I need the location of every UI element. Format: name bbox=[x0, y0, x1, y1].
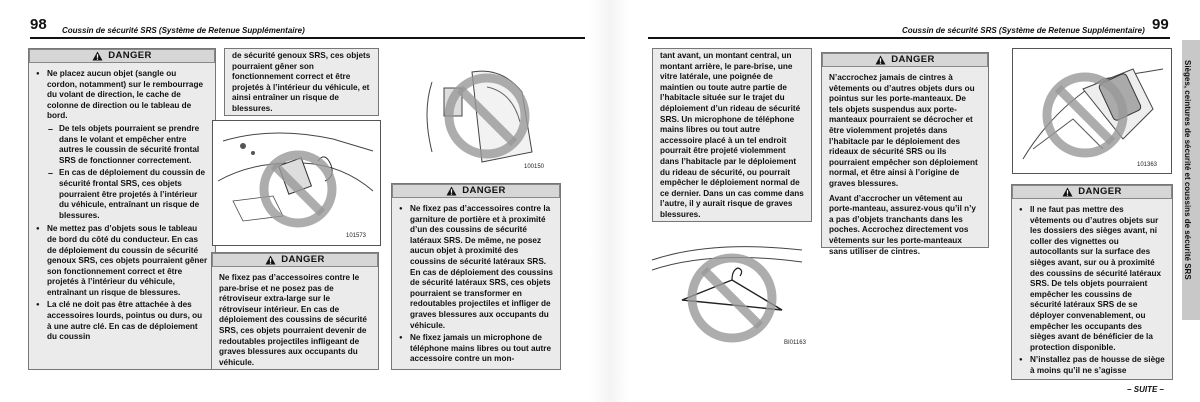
page-header-left: Coussin de sécurité SRS (Système de Retenue Supplémentaire) bbox=[62, 26, 305, 35]
danger-box-curtain-continued bbox=[652, 48, 812, 222]
hanger-warning-para1: N’accrochez jamais de cintres à vêtements ou d’autres objets durs ou pointus sur les porte-manteaux. De tels objets suspendus aux porte-manteaux pourraient se décrocher et être violemment projetés dans l’habitacle par le déploiement des rideaux de sécurité SRS ou ils pourraient empêcher son déploiement normal, et être ainsi à l’origine de graves blessures. bbox=[829, 73, 978, 188]
list-item: ● Il ne faut pas mettre des vêtements ou d’autres objets sur les dossiers des sièges avant, ni coller des vignettes ou autocollants sur la surface des sièges avant, sur ou à proximité des coussins de sécurité latéraux SRS. De tels objets pourraient empêcher les coussins de sécurité latéraux SRS de se déployer convenablement, ou empêcher les occupants des sièges avant de bénéficier de la protection disponible. bbox=[1019, 205, 1165, 353]
page-fold bbox=[590, 0, 630, 402]
page-number-left: 98 bbox=[30, 16, 47, 33]
danger-heading: DANGER bbox=[822, 53, 988, 67]
danger-box-seatback bbox=[1011, 184, 1173, 380]
figure-label: 101363 bbox=[1137, 162, 1158, 168]
list-item: ● Ne fixez pas d’accessoires contre la garniture de portière et à proximité d’un des coussins de sécurité latéraux SRS. De même, ne posez aucun objet à proximité des coussins de sécurité latéraux SRS. En cas de déploiement des coussins de sécurité latéraux SRS, ces objets pourraient se transformer en redoutables projectiles et infliger de graves blessures aux occupants du véhicule. bbox=[399, 204, 553, 331]
sub-item: – En cas de déploiement du coussin de sécurité frontal SRS, ces objets pourraient être projetés à l’intérieur du véhicule, entraînant un risque de blessures. bbox=[47, 168, 208, 221]
header-rule-right bbox=[648, 37, 1170, 39]
list-item: ● Ne fixez jamais un microphone de téléphone mains libres ou tout autre accessoire contre un mon- bbox=[399, 333, 553, 365]
windshield-warning-text: Ne fixez pas d’accessoires contre le pare-brise et ne posez pas de rétroviseur extra-large sur le rétroviseur intérieur. En cas de déploiement des coussins de sécurité SRS, ces objets pourraient devenir de redoutables projectiles infligeant de graves blessures aux occupants du véhicule. bbox=[219, 273, 367, 367]
list-item: ● N’installez pas de housse de siège à moins qu’il ne s’agisse bbox=[1019, 355, 1165, 376]
warning-triangle-icon bbox=[1062, 187, 1073, 197]
figure-seat-prohibited bbox=[1012, 48, 1172, 174]
figure-label: BI01163 bbox=[784, 340, 806, 346]
list-item: ● La clé ne doit pas être attachée à des accessoires lourds, pointus ou durs, ou à une autre clé. En cas de déploiement du coussin bbox=[36, 300, 208, 342]
hanger-warning-para2: Avant d’accrocher un vêtement au porte-manteau, assurez-vous qu’il n’y a pas d’objets tranchants dans les poches. Accrochez directement vos vêtements sur les porte-manteaux sans utiliser de cintres. bbox=[829, 193, 976, 256]
page-header-right: Coussin de sécurité SRS (Système de Retenue Supplémentaire) bbox=[902, 26, 1145, 35]
figure-label: 101573 bbox=[346, 233, 367, 239]
figure-dashboard-prohibited bbox=[212, 120, 381, 246]
sub-item: – De tels objets pourraient se prendre dans le volant et empêcher entre autres le coussin de sécurité frontal SRS de fonctionner correctement. bbox=[47, 124, 208, 166]
figure-label: 100150 bbox=[524, 164, 545, 170]
list-item: ● Ne placez aucun objet (sangle ou cordon, notamment) sur le rembourrage du volant de direction, le cache de colonne de direction ou le tableau de bord. – De tels objets pourraient se prendre dans le volant et empêcher entre autres le coussin de sécurité frontal SRS de fonctionner correctement. – En cas de déploiement du coussin de sécurité frontal SRS, ces objets pourraient être projetés à l’intérieur du véhicule, entraînant un risque de blessures. bbox=[36, 69, 208, 221]
danger-box-steering bbox=[28, 48, 216, 370]
warning-triangle-icon bbox=[92, 51, 103, 61]
warning-triangle-icon bbox=[446, 186, 457, 196]
page-number-right: 99 bbox=[1152, 16, 1169, 33]
danger-list-seatback bbox=[1019, 205, 1165, 377]
danger-box-continued bbox=[224, 48, 379, 116]
header-rule-left bbox=[30, 37, 585, 39]
figure-hanger-prohibited bbox=[652, 240, 817, 350]
continued-text: de sécurité genoux SRS, ces objets pourraient gêner son fonctionnement correct et être projetés à l’intérieur du véhicule, et ainsi entraîner un risque de blessures. bbox=[232, 51, 371, 113]
danger-heading: DANGER bbox=[392, 184, 560, 198]
curtain-warning-text: tant avant, un montant central, un montant arrière, le pare-brise, une vitre latérale, une poignée de maintien ou toute autre partie de l’habitacle située sur le trajet du déploiement d’un rideau de sécurité SRS. Un microphone de téléphone mains libres ou tout autre accessoire placé à un tel endroit pourrait être projeté violemment dans l’habitacle par le déploiement du rideau de sécurité, ou pourrait empêcher le déploiement normal de ce dernier. Dans un cas comme dans l’autre, il y aurait risque de graves blessures. bbox=[660, 51, 804, 219]
danger-box-side-airbag bbox=[391, 183, 561, 370]
continued-footer: – SUITE – bbox=[1127, 385, 1164, 394]
section-side-tab-label: Sièges, ceintures de sécurité et coussins de sécurité SRS bbox=[1183, 60, 1192, 280]
danger-box-hangers bbox=[821, 52, 989, 256]
warning-triangle-icon bbox=[265, 255, 276, 265]
list-item: ● Ne mettez pas d’objets sous le tableau de bord du côté du conducteur. En cas de déploiement du coussin de sécurité genoux SRS, ces objets pourraient gêner son fonctionnement correct et être projetés à l’intérieur du véhicule, entraînant un risque de blessures. bbox=[36, 224, 208, 298]
danger-heading: DANGER bbox=[1012, 185, 1172, 199]
danger-heading: DANGER bbox=[29, 49, 215, 63]
danger-heading: DANGER bbox=[212, 253, 378, 267]
danger-box-windshield bbox=[211, 252, 379, 370]
danger-list-side-airbag bbox=[399, 204, 553, 365]
warning-triangle-icon bbox=[875, 55, 886, 65]
figure-door-trim-prohibited bbox=[392, 52, 552, 174]
danger-list-steering bbox=[36, 69, 208, 343]
